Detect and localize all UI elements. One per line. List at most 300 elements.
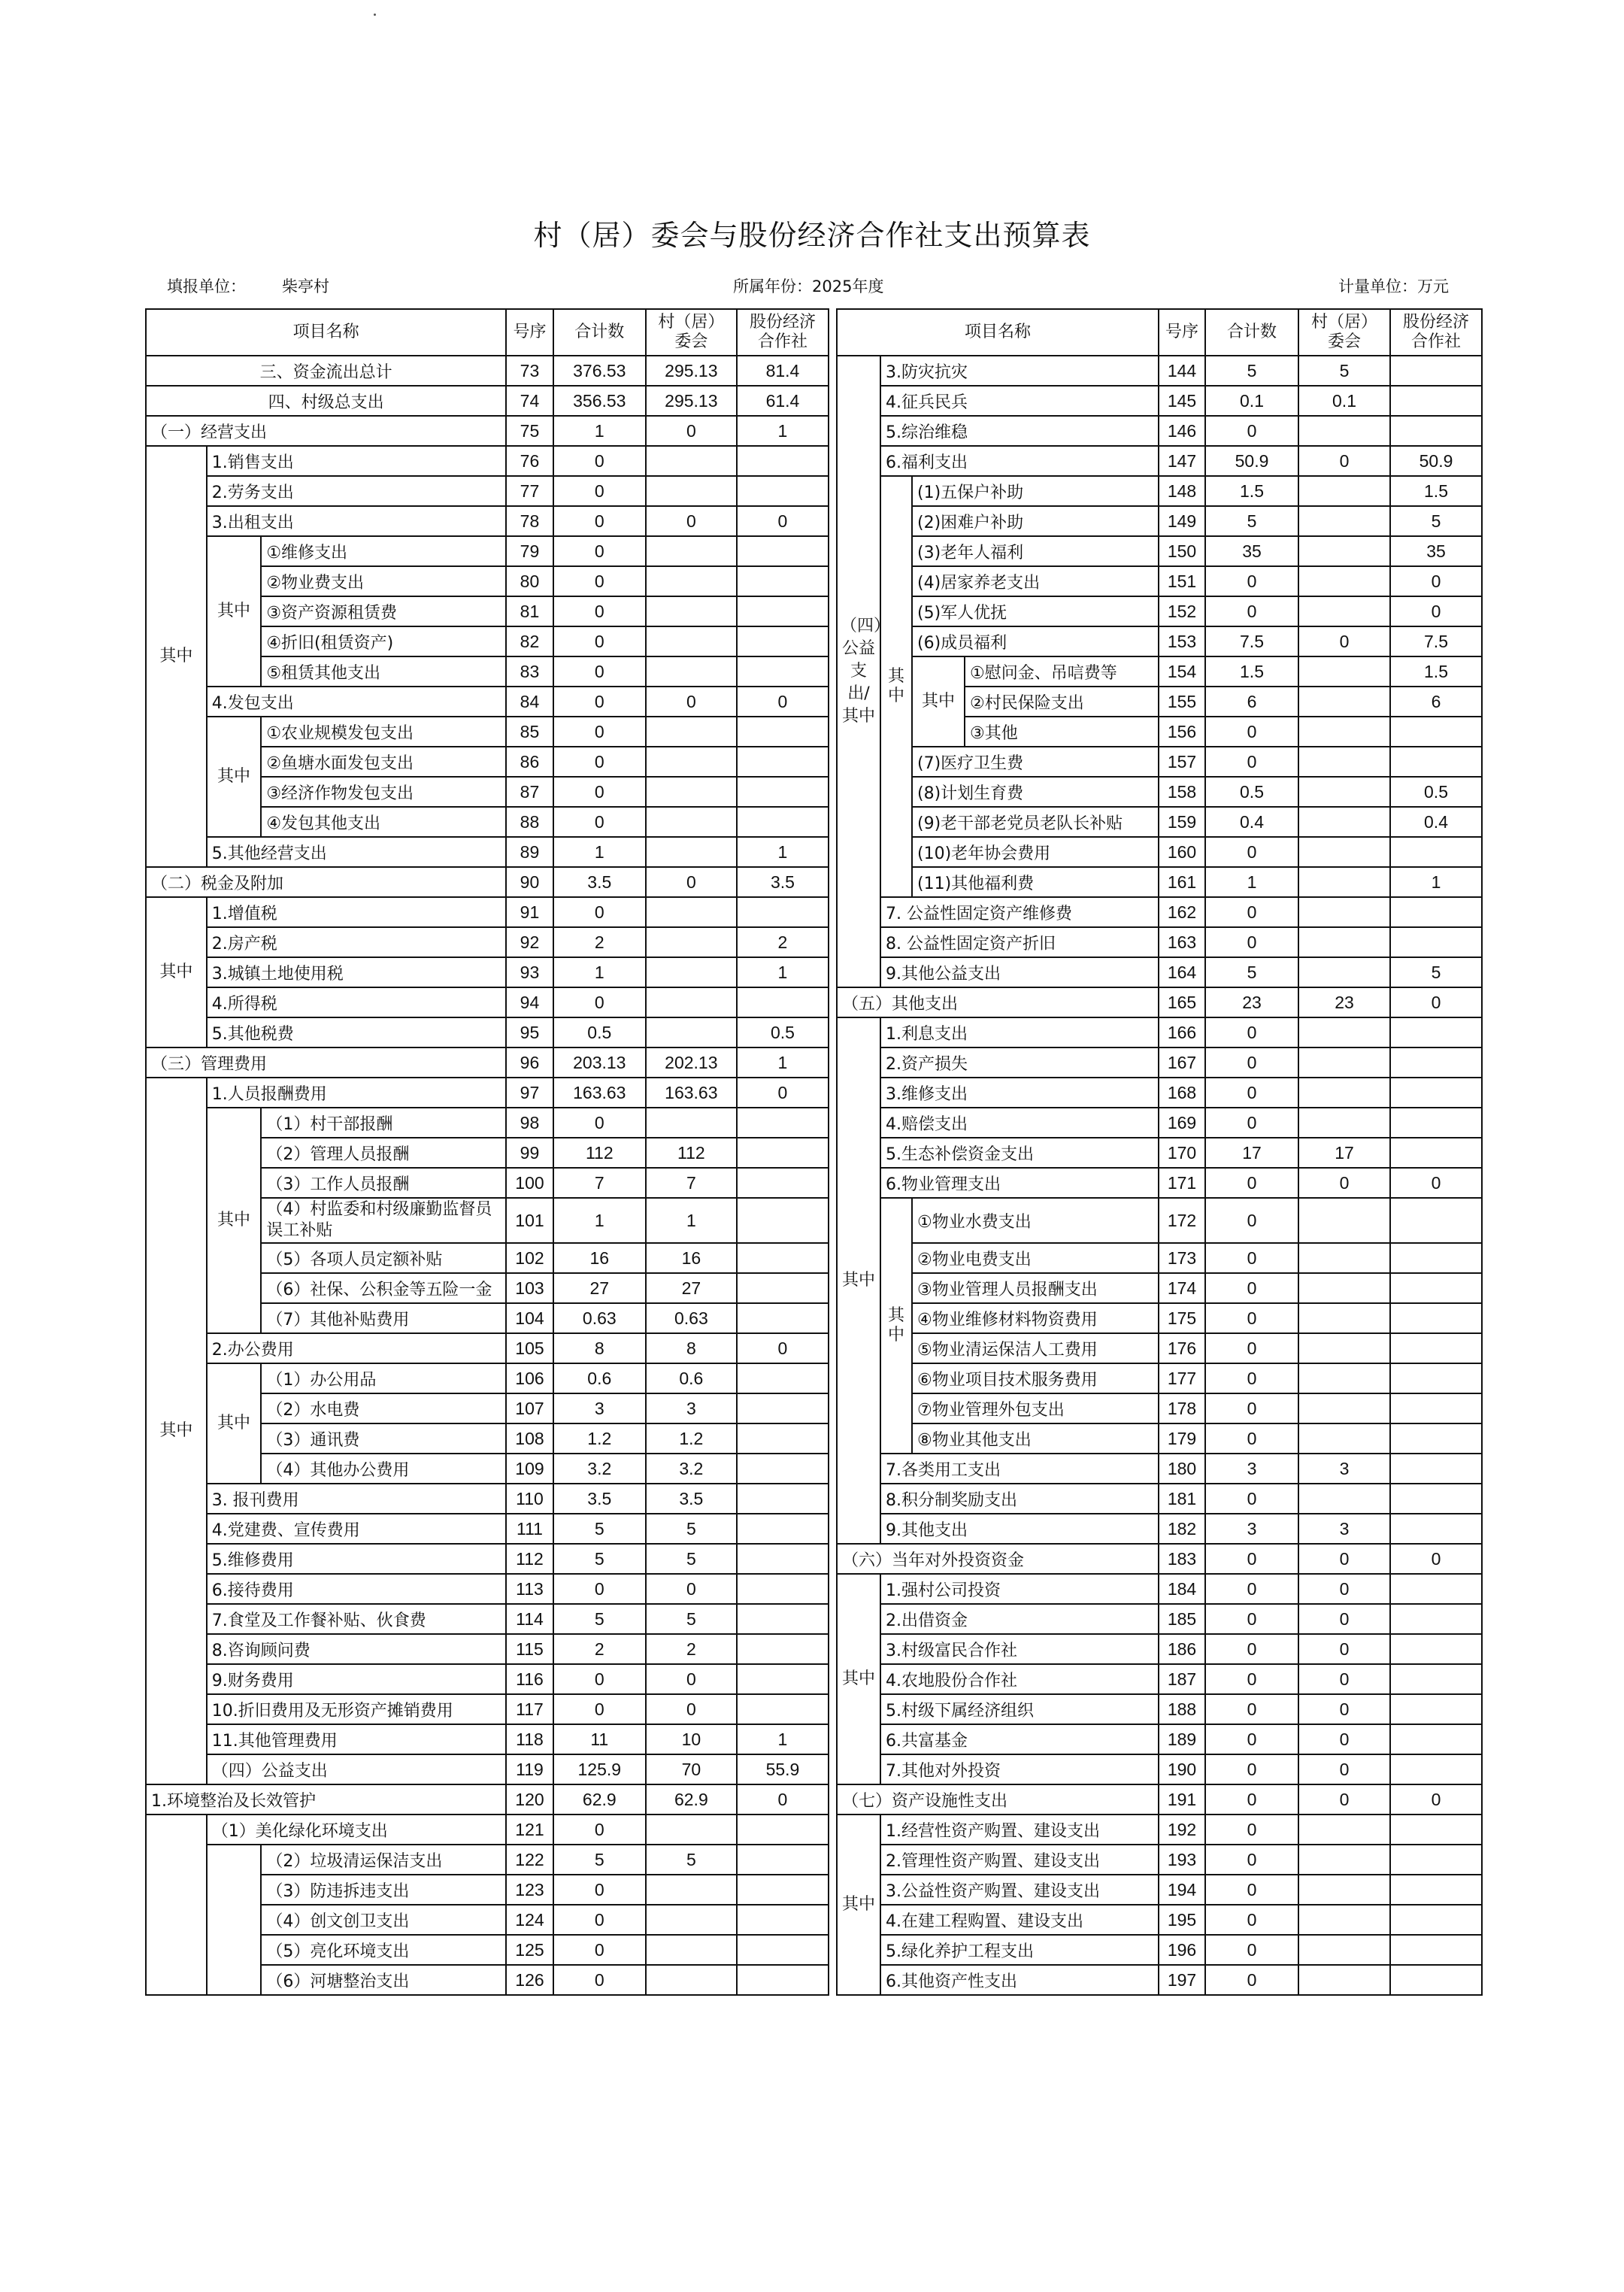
item-name-cell: ⑤物业清运保洁人工费用: [912, 1333, 1159, 1363]
table-row: [837, 1168, 1482, 1198]
group-label-qizhong: 其中: [146, 446, 207, 867]
village-cell: 1: [646, 1198, 737, 1243]
coop-cell: 2: [737, 927, 829, 957]
coop-cell: [1390, 1243, 1482, 1273]
item-name-cell: 4.赔偿支出: [880, 1108, 1159, 1138]
seq-cell: 175: [1159, 1303, 1205, 1333]
table-row: [837, 1935, 1482, 1965]
table-row: [837, 1303, 1482, 1333]
header-coop: 股份经济合作社: [737, 309, 829, 356]
village-cell: [646, 717, 737, 747]
seq-cell: 74: [506, 386, 553, 416]
village-cell: 112: [646, 1138, 737, 1168]
item-name-cell: ④发包其他支出: [261, 807, 506, 837]
scan-speck: [374, 14, 376, 16]
coop-cell: [737, 1138, 829, 1168]
item-name-cell: 4.征兵民兵: [880, 386, 1159, 416]
seq-cell: 185: [1159, 1604, 1205, 1634]
table-row: [837, 1273, 1482, 1303]
total-cell: 0: [1205, 596, 1298, 626]
total-cell: 0: [553, 1965, 646, 1995]
village-cell: [646, 777, 737, 807]
item-name-cell: (10)老年协会费用: [912, 837, 1159, 867]
coop-cell: [737, 446, 829, 476]
item-name-cell: 4.发包支出: [207, 687, 507, 717]
total-cell: 0.5: [1205, 777, 1298, 807]
village-cell: 5: [1298, 356, 1390, 386]
item-name-cell: (2)困难户补助: [912, 506, 1159, 536]
village-cell: [1298, 566, 1390, 596]
seq-cell: 171: [1159, 1168, 1205, 1198]
coop-cell: [1390, 1393, 1482, 1423]
table-row: [146, 1078, 829, 1108]
item-name-cell: ①农业规模发包支出: [261, 717, 506, 747]
item-name-cell: 1.增值税: [207, 897, 507, 927]
table-row: [837, 596, 1482, 626]
item-name-cell: ③其他: [965, 717, 1159, 747]
coop-cell: [1390, 356, 1482, 386]
village-cell: [1298, 687, 1390, 717]
coop-cell: [1390, 1333, 1482, 1363]
village-cell: 17: [1298, 1138, 1390, 1168]
village-cell: [1298, 867, 1390, 897]
village-cell: 0: [1298, 1634, 1390, 1664]
village-cell: 0: [646, 506, 737, 536]
item-name-cell: ③经济作物发包支出: [261, 777, 506, 807]
coop-cell: 0: [737, 687, 829, 717]
village-cell: 23: [1298, 987, 1390, 1017]
coop-cell: 0: [737, 506, 829, 536]
village-cell: [646, 1814, 737, 1845]
total-cell: 0: [1205, 1574, 1298, 1604]
village-cell: 0: [1298, 1544, 1390, 1574]
item-name-cell: （2）垃圾清运保洁支出: [261, 1845, 506, 1875]
seq-cell: 123: [506, 1875, 553, 1905]
coop-cell: 0: [1390, 596, 1482, 626]
coop-cell: 1: [1390, 867, 1482, 897]
seq-cell: 145: [1159, 386, 1205, 416]
coop-cell: [737, 807, 829, 837]
village-cell: [1298, 416, 1390, 446]
total-cell: 0: [1205, 1333, 1298, 1363]
coop-cell: [1390, 747, 1482, 777]
table-row: [837, 1574, 1482, 1604]
coop-cell: [737, 1454, 829, 1484]
group-label: 其中: [837, 1814, 880, 1995]
item-name-cell: ⑧物业其他支出: [912, 1423, 1159, 1454]
village-cell: 3: [1298, 1454, 1390, 1484]
table-row: [837, 1017, 1482, 1047]
coop-cell: 0: [737, 1784, 829, 1814]
total-cell: 0: [1205, 566, 1298, 596]
coop-cell: [1390, 1694, 1482, 1724]
total-cell: 0: [553, 807, 646, 837]
table-row: [146, 416, 829, 446]
item-name-cell: ①慰问金、吊唁费等: [965, 656, 1159, 687]
year-label: 所属年份：2025年度: [733, 277, 884, 296]
coop-cell: [737, 626, 829, 656]
header-village: 村（居）委会: [646, 309, 737, 356]
item-name-cell: ②鱼塘水面发包支出: [261, 747, 506, 777]
total-cell: 0: [1205, 1168, 1298, 1198]
seq-cell: 163: [1159, 927, 1205, 957]
seq-cell: 170: [1159, 1138, 1205, 1168]
seq-cell: 196: [1159, 1935, 1205, 1965]
total-cell: 3.5: [553, 867, 646, 897]
total-cell: 0: [1205, 1078, 1298, 1108]
total-cell: 0: [553, 1935, 646, 1965]
total-cell: 0: [1205, 1047, 1298, 1078]
seq-cell: 148: [1159, 476, 1205, 506]
village-cell: 0: [1298, 1574, 1390, 1604]
seq-cell: 108: [506, 1423, 553, 1454]
total-cell: 0: [553, 476, 646, 506]
village-cell: [1298, 596, 1390, 626]
village-cell: 295.13: [646, 386, 737, 416]
table-row: [146, 1604, 829, 1634]
subgroup-label-qizhong: 其中: [880, 476, 912, 897]
subgroup-label-qizhong: 其中: [207, 1363, 262, 1484]
page-title: 村（居）委会与股份经济合作社支出预算表: [533, 219, 1091, 252]
coop-cell: [1390, 1047, 1482, 1078]
total-cell: 8: [553, 1333, 646, 1363]
village-cell: [1298, 1393, 1390, 1423]
coop-cell: [737, 1664, 829, 1694]
table-row: [837, 837, 1482, 867]
coop-cell: [1390, 1363, 1482, 1393]
coop-cell: [737, 536, 829, 566]
village-cell: 16: [646, 1243, 737, 1273]
seq-cell: 79: [506, 536, 553, 566]
village-cell: [1298, 1078, 1390, 1108]
total-cell: 0: [1205, 1935, 1298, 1965]
coop-cell: [1390, 386, 1482, 416]
village-cell: [1298, 1965, 1390, 1995]
seq-cell: 87: [506, 777, 553, 807]
header-seq: 号序: [506, 309, 553, 356]
village-cell: [646, 747, 737, 777]
total-cell: 163.63: [553, 1078, 646, 1108]
table-row: [146, 1754, 829, 1784]
coop-cell: [737, 1198, 829, 1243]
total-cell: 0: [553, 596, 646, 626]
village-cell: [1298, 476, 1390, 506]
coop-cell: 5: [1390, 506, 1482, 536]
table-row: [837, 1138, 1482, 1168]
total-cell: 5: [553, 1845, 646, 1875]
village-cell: [1298, 1935, 1390, 1965]
coop-cell: 0.5: [1390, 777, 1482, 807]
total-cell: 1: [553, 957, 646, 987]
item-name-cell: 1.人员报酬费用: [207, 1078, 507, 1108]
total-cell: 6: [1205, 687, 1298, 717]
item-name-cell: 4.所得税: [207, 987, 507, 1017]
seq-cell: 167: [1159, 1047, 1205, 1078]
table-row: [146, 536, 829, 566]
table-row: [146, 717, 829, 747]
total-cell: 0: [553, 987, 646, 1017]
seq-cell: 164: [1159, 957, 1205, 987]
item-name-cell: 2.出借资金: [880, 1604, 1159, 1634]
item-name-cell: 4.农地股份合作社: [880, 1664, 1159, 1694]
coop-cell: [1390, 1574, 1482, 1604]
header-item-name: 项目名称: [146, 309, 506, 356]
table-row: [146, 1108, 829, 1138]
coop-cell: [1390, 1875, 1482, 1905]
table-row: [146, 1363, 829, 1393]
total-cell: 0: [1205, 1273, 1298, 1303]
item-name-cell: （五）其他支出: [837, 987, 1159, 1017]
table-row: [146, 1784, 829, 1814]
coop-cell: [737, 1814, 829, 1845]
seq-cell: 168: [1159, 1078, 1205, 1108]
village-cell: 0: [1298, 1724, 1390, 1754]
total-cell: 0: [553, 1664, 646, 1694]
seq-cell: 187: [1159, 1664, 1205, 1694]
item-name-cell: （3）工作人员报酬: [261, 1168, 506, 1198]
item-name-cell: （1）办公用品: [261, 1363, 506, 1393]
seq-cell: 158: [1159, 777, 1205, 807]
total-cell: 35: [1205, 536, 1298, 566]
total-cell: 5: [553, 1544, 646, 1574]
item-name-cell: (9)老干部老党员老队长补贴: [912, 807, 1159, 837]
coop-cell: [737, 1694, 829, 1724]
item-name-cell: 5.绿化养护工程支出: [880, 1935, 1159, 1965]
village-cell: [1298, 927, 1390, 957]
item-name-cell: ⑥物业项目技术服务费用: [912, 1363, 1159, 1393]
coop-cell: [1390, 1634, 1482, 1664]
table-row: [837, 476, 1482, 506]
table-row: [146, 1664, 829, 1694]
table-row: [146, 1544, 829, 1574]
table-row: [837, 1875, 1482, 1905]
table-row: [837, 1814, 1482, 1845]
total-cell: 0: [1205, 1363, 1298, 1393]
village-cell: [1298, 1875, 1390, 1905]
table-row: [837, 1845, 1482, 1875]
village-cell: 0: [1298, 1168, 1390, 1198]
coop-cell: [737, 1393, 829, 1423]
item-name-cell: （5）亮化环境支出: [261, 1935, 506, 1965]
table-row: [837, 1423, 1482, 1454]
coop-cell: [1390, 897, 1482, 927]
total-cell: 5: [1205, 356, 1298, 386]
village-cell: [646, 596, 737, 626]
coop-cell: 1: [737, 416, 829, 446]
total-cell: 0: [1205, 1544, 1298, 1574]
seq-cell: 161: [1159, 867, 1205, 897]
coop-cell: [737, 747, 829, 777]
seq-cell: 190: [1159, 1754, 1205, 1784]
seq-cell: 122: [506, 1845, 553, 1875]
coop-cell: 0: [1390, 1544, 1482, 1574]
coop-cell: [737, 1514, 829, 1544]
coop-cell: [737, 1965, 829, 1995]
seq-cell: 155: [1159, 687, 1205, 717]
item-name-cell: 8. 公益性固定资产折旧: [880, 927, 1159, 957]
total-cell: 1.5: [1205, 476, 1298, 506]
total-cell: 0: [1205, 1694, 1298, 1724]
total-cell: 0: [553, 777, 646, 807]
table-row: [837, 807, 1482, 837]
table-row: [837, 1514, 1482, 1544]
item-name-cell: （6）社保、公积金等五险一金: [261, 1273, 506, 1303]
seq-cell: 188: [1159, 1694, 1205, 1724]
seq-cell: 98: [506, 1108, 553, 1138]
village-cell: [646, 446, 737, 476]
seq-cell: 195: [1159, 1905, 1205, 1935]
table-row: [146, 1047, 829, 1078]
table-row: [837, 1694, 1482, 1724]
village-cell: [646, 626, 737, 656]
item-name-cell: 9.财务费用: [207, 1664, 507, 1694]
village-cell: [646, 927, 737, 957]
seq-cell: 106: [506, 1363, 553, 1393]
total-cell: 0: [1205, 1814, 1298, 1845]
item-name-cell: 三、资金流出总计: [146, 356, 506, 386]
coop-cell: [1390, 1664, 1482, 1694]
coop-cell: [1390, 1484, 1482, 1514]
table-row: [837, 777, 1482, 807]
total-cell: 50.9: [1205, 446, 1298, 476]
seq-cell: 191: [1159, 1784, 1205, 1814]
village-cell: 0: [646, 1694, 737, 1724]
seq-cell: 85: [506, 717, 553, 747]
total-cell: 0.63: [553, 1303, 646, 1333]
header-row: [146, 309, 829, 356]
seq-cell: 78: [506, 506, 553, 536]
item-name-cell: （3）通讯费: [261, 1423, 506, 1454]
total-cell: 0: [1205, 837, 1298, 867]
item-name-cell: 6.共富基金: [880, 1724, 1159, 1754]
table-row: [146, 927, 829, 957]
coop-cell: [737, 1108, 829, 1138]
village-cell: [1298, 1017, 1390, 1047]
table-row: [146, 957, 829, 987]
total-cell: 0: [1205, 1303, 1298, 1333]
village-cell: 3.5: [646, 1484, 737, 1514]
item-name-cell: ①维修支出: [261, 536, 506, 566]
table-row: [837, 1484, 1482, 1514]
total-cell: 1: [1205, 867, 1298, 897]
seq-cell: 153: [1159, 626, 1205, 656]
total-cell: 0: [553, 1814, 646, 1845]
total-cell: 0: [1205, 1484, 1298, 1514]
item-name-cell: 7. 公益性固定资产维修费: [880, 897, 1159, 927]
village-cell: [646, 1905, 737, 1935]
coop-cell: [737, 596, 829, 626]
item-name-cell: 3.维修支出: [880, 1078, 1159, 1108]
total-cell: 356.53: [553, 386, 646, 416]
coop-cell: [737, 656, 829, 687]
item-name-cell: （1）美化绿化环境支出: [207, 1814, 507, 1845]
table-row: [837, 566, 1482, 596]
item-name-cell: 6.福利支出: [880, 446, 1159, 476]
total-cell: 0: [553, 1574, 646, 1604]
seq-cell: 144: [1159, 356, 1205, 386]
coop-cell: [737, 1604, 829, 1634]
item-name-cell: 8.积分制奖励支出: [880, 1484, 1159, 1514]
table-row: [146, 506, 829, 536]
village-cell: [1298, 807, 1390, 837]
header-village: 村（居）委会: [1298, 309, 1390, 356]
total-cell: 0: [1205, 1423, 1298, 1454]
table-row: [837, 1078, 1482, 1108]
seq-cell: 102: [506, 1243, 553, 1273]
village-cell: 62.9: [646, 1784, 737, 1814]
total-cell: 0: [1205, 1243, 1298, 1273]
item-name-cell: 5.生态补偿资金支出: [880, 1138, 1159, 1168]
item-name-cell: 四、村级总支出: [146, 386, 506, 416]
seq-cell: 156: [1159, 717, 1205, 747]
coop-cell: 0: [737, 1333, 829, 1363]
seq-cell: 76: [506, 446, 553, 476]
seq-cell: 154: [1159, 656, 1205, 687]
total-cell: 0: [553, 1108, 646, 1138]
coop-cell: 0: [1390, 566, 1482, 596]
item-name-cell: 2.办公费用: [207, 1333, 507, 1363]
coop-cell: [1390, 717, 1482, 747]
header-total: 合计数: [1205, 309, 1298, 356]
seq-cell: 194: [1159, 1875, 1205, 1905]
village-cell: [1298, 747, 1390, 777]
coop-cell: [1390, 927, 1482, 957]
village-cell: 0: [1298, 1694, 1390, 1724]
coop-cell: [737, 1484, 829, 1514]
village-cell: 163.63: [646, 1078, 737, 1108]
table-row: [146, 446, 829, 476]
right-budget-table: [836, 308, 1483, 1996]
total-cell: 3: [1205, 1454, 1298, 1484]
table-row: [837, 386, 1482, 416]
table-row: [146, 897, 829, 927]
seq-cell: 192: [1159, 1814, 1205, 1845]
item-name-cell: （4）其他办公费用: [261, 1454, 506, 1484]
seq-cell: 157: [1159, 747, 1205, 777]
item-name-cell: ①物业水费支出: [912, 1198, 1159, 1243]
item-name-cell: (1)五保户补助: [912, 476, 1159, 506]
village-cell: [1298, 1333, 1390, 1363]
seq-cell: 146: [1159, 416, 1205, 446]
seq-cell: 114: [506, 1604, 553, 1634]
village-cell: [1298, 536, 1390, 566]
total-cell: 376.53: [553, 356, 646, 386]
coop-cell: 0: [1390, 1784, 1482, 1814]
table-row: [837, 1047, 1482, 1078]
total-cell: 0: [553, 1875, 646, 1905]
coop-cell: 55.9: [737, 1754, 829, 1784]
item-name-cell: （1）村干部报酬: [261, 1108, 506, 1138]
measure-unit-label: 计量单位：万元: [1338, 277, 1449, 296]
table-row: [837, 416, 1482, 446]
table-row: [837, 1905, 1482, 1935]
table-row: [146, 1514, 829, 1544]
subsubgroup-label-qizhong: 其中: [912, 656, 965, 747]
table-row: [146, 687, 829, 717]
village-cell: 3.2: [646, 1454, 737, 1484]
village-cell: [646, 897, 737, 927]
total-cell: 0.4: [1205, 807, 1298, 837]
village-cell: 5: [646, 1544, 737, 1574]
coop-cell: [1390, 1814, 1482, 1845]
total-cell: 0.5: [553, 1017, 646, 1047]
total-cell: 2: [553, 1634, 646, 1664]
total-cell: 7: [553, 1168, 646, 1198]
village-cell: 0.1: [1298, 386, 1390, 416]
village-cell: [1298, 1363, 1390, 1393]
village-cell: [1298, 1243, 1390, 1273]
seq-cell: 182: [1159, 1514, 1205, 1544]
